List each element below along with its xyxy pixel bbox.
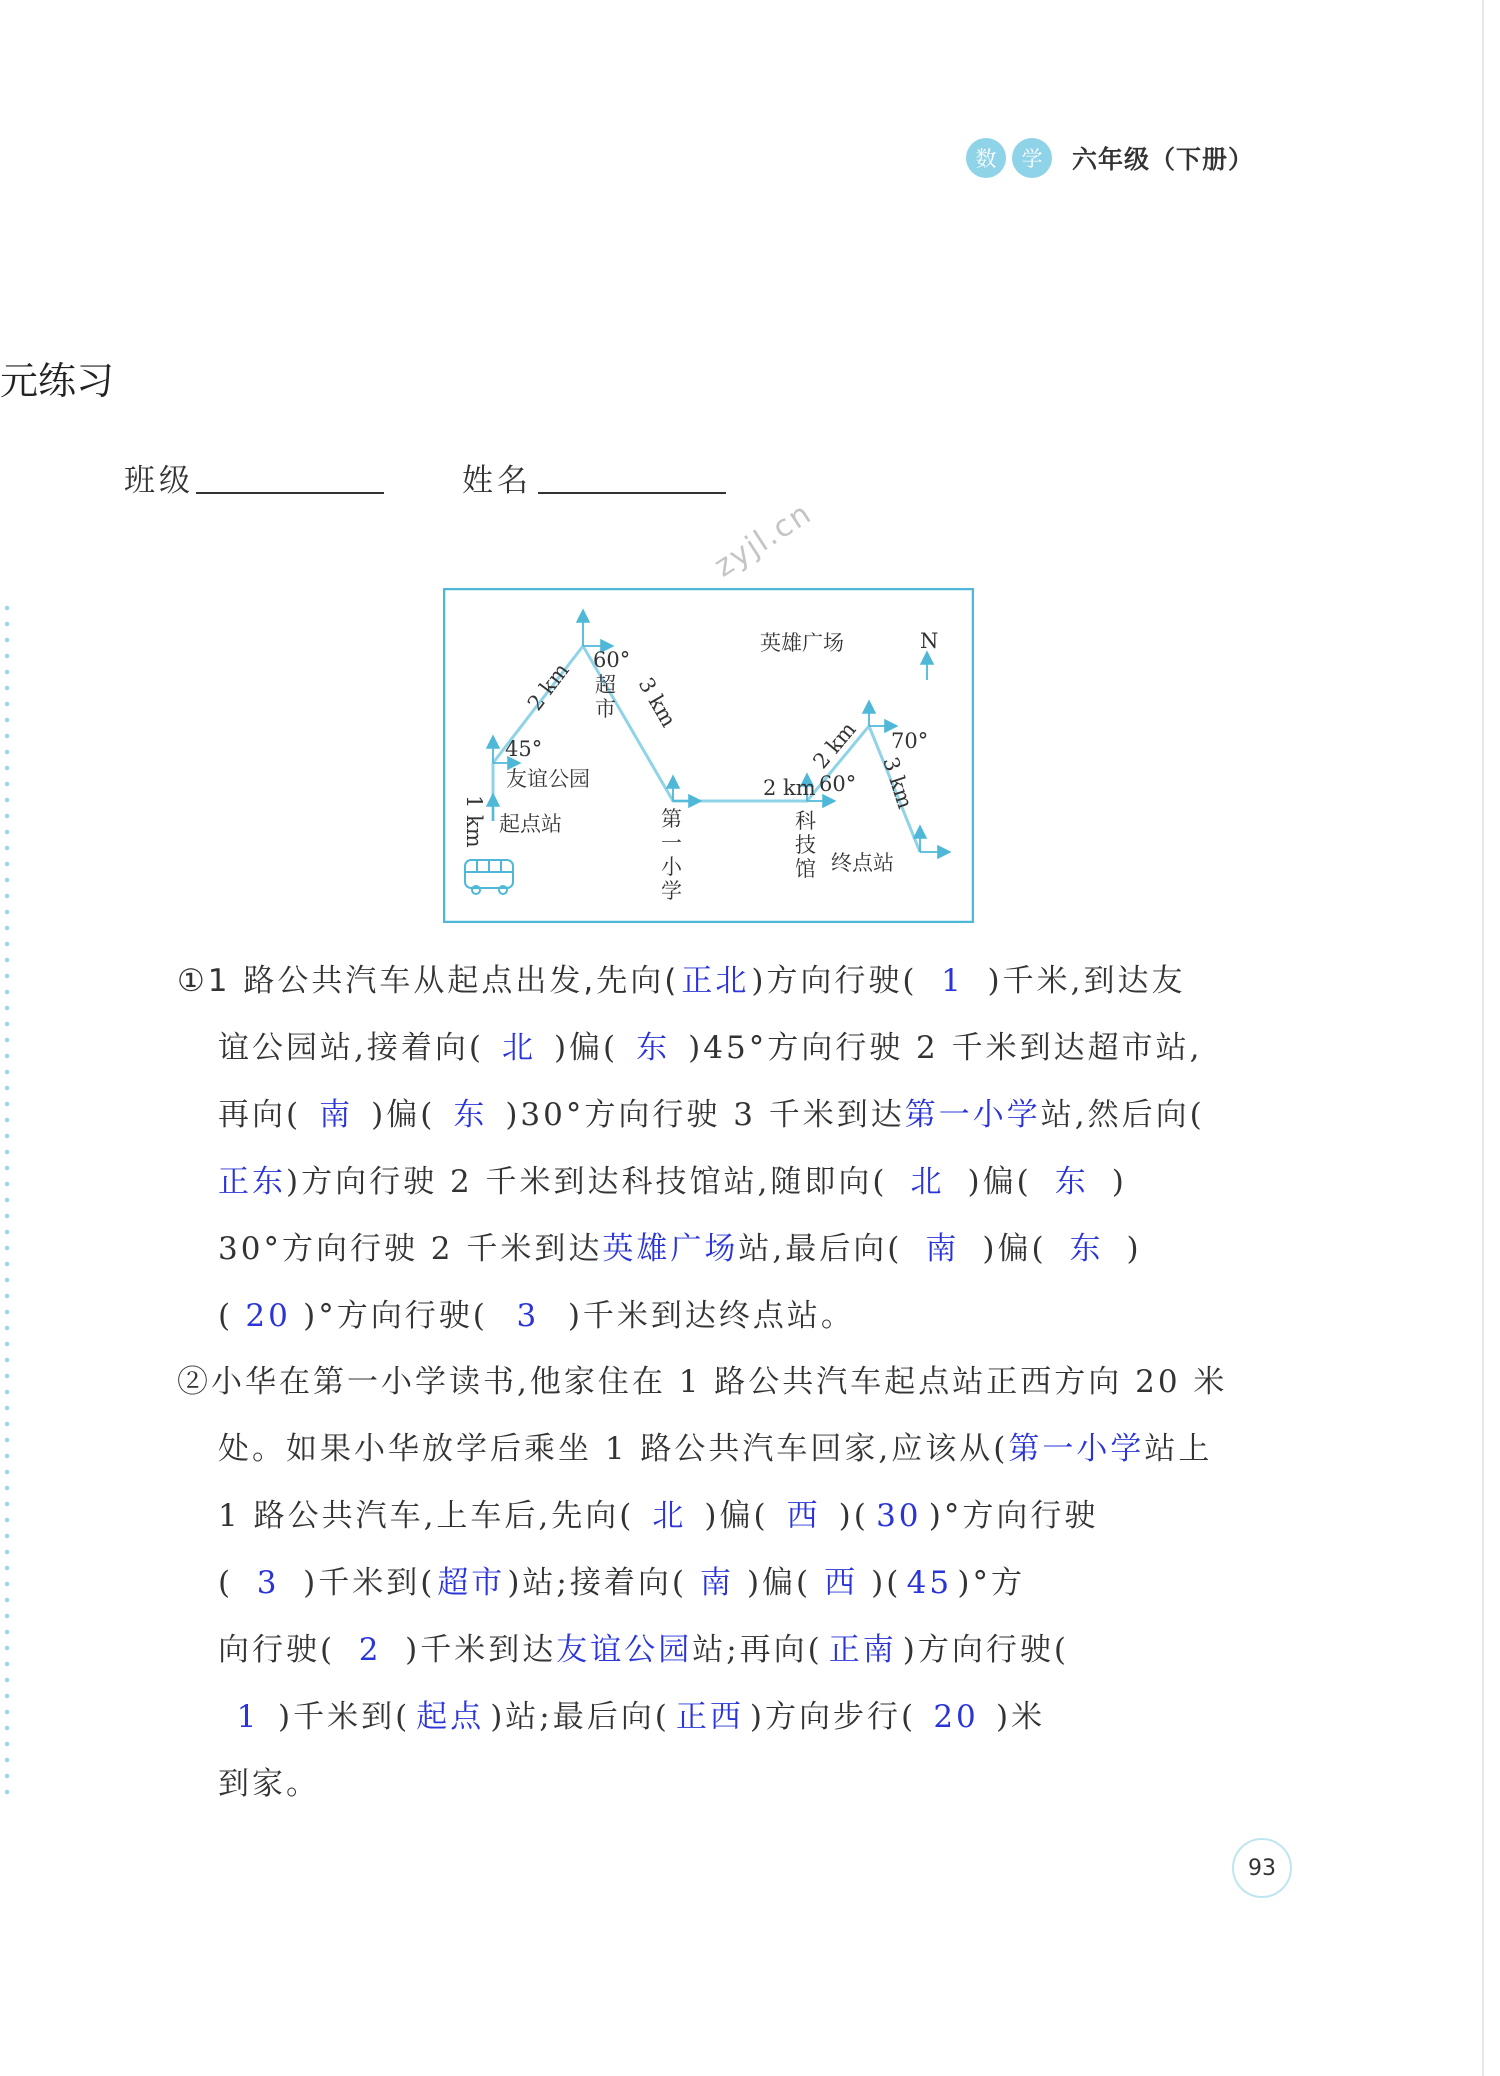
q2-line-3: 1 路公共汽车,上车后,先向( 北 )偏( 西 )( 30 )°方向行驶: [218, 1490, 1098, 1535]
svg-text:学: 学: [661, 879, 682, 903]
answer-blank[interactable]: 正西: [675, 1699, 744, 1735]
route-map-svg: [443, 588, 974, 923]
svg-text:技: 技: [795, 833, 816, 857]
answer-blank[interactable]: 东: [636, 1030, 671, 1066]
north-label: N: [920, 629, 939, 653]
route-map: [443, 588, 974, 923]
svg-text:一: 一: [661, 831, 682, 855]
watermark: zyjl.cn: [708, 495, 819, 585]
dist-park-super: 2 km: [522, 658, 574, 716]
start-label: 起点站: [499, 812, 562, 836]
q1-line-1: ①1 路公共汽车从起点出发,先向(正北)方向行驶( 1 )千米,到达友: [177, 955, 1185, 1000]
svg-text:馆: 馆: [795, 857, 816, 881]
answer-blank[interactable]: 英雄广场: [602, 1231, 739, 1267]
answer-blank[interactable]: 西: [824, 1565, 859, 1601]
page-title: 元练习: [0, 359, 115, 403]
answer-blank[interactable]: 正北: [681, 963, 750, 999]
answer-blank[interactable]: 东: [453, 1097, 488, 1133]
answer-blank[interactable]: 第一小学: [1008, 1431, 1145, 1467]
answer-blank[interactable]: 起点: [416, 1699, 485, 1735]
q1-line-5: 30°方向行驶 2 千米到达英雄广场站,最后向( 南 )偏( 东 ): [218, 1223, 1142, 1268]
supermarket-label: [595, 673, 616, 721]
q2-line-5: 向行驶( 2 )千米到达友谊公园站;再向( 正南 )方向行驶(: [218, 1624, 1069, 1669]
dist-start-park: 1 km: [462, 795, 486, 848]
class-label: 班级: [124, 463, 194, 499]
angle-square: 70°: [891, 729, 929, 753]
answer-blank[interactable]: 45: [906, 1565, 953, 1601]
answer-blank[interactable]: 南: [319, 1097, 354, 1133]
name-label: 姓名: [462, 463, 532, 499]
answer-blank[interactable]: 20: [245, 1298, 291, 1334]
q1-line-4: 正东)方向行驶 2 千米到达科技馆站,随即向( 北 )偏( 东 ): [218, 1156, 1127, 1201]
square-label: 英雄广场: [760, 631, 844, 655]
answer-blank[interactable]: 30: [876, 1498, 922, 1534]
answer-blank[interactable]: 南: [925, 1231, 960, 1267]
answer-blank[interactable]: 南: [699, 1565, 734, 1601]
class-underline: [196, 492, 384, 494]
answer-blank[interactable]: 友谊公园: [556, 1632, 693, 1668]
answer-blank[interactable]: 超市: [437, 1565, 506, 1601]
q1-line-3: 再向( 南 )偏( 东 )30°方向行驶 3 千米到达第一小学站,然后向(: [218, 1089, 1205, 1134]
answer-blank[interactable]: 北: [910, 1164, 945, 1200]
dist-museum-square: 2 km: [808, 717, 861, 774]
museum-label: [795, 809, 816, 881]
answer-blank[interactable]: 北: [652, 1498, 687, 1534]
name-underline: [538, 492, 726, 494]
bus-icon: [465, 860, 513, 894]
q1-line-2: 谊公园站,接着向( 北 )偏( 东 )45°方向行驶 2 千米到达超市站,: [218, 1022, 1202, 1067]
answer-blank[interactable]: 东: [1069, 1231, 1104, 1267]
answer-blank[interactable]: 西: [786, 1498, 821, 1534]
answer-blank[interactable]: 3: [256, 1565, 280, 1601]
svg-text:超: 超: [595, 673, 616, 697]
dist-super-school: 3 km: [633, 673, 681, 732]
page-number: 93: [1232, 1838, 1292, 1898]
q2-line-6: 1 )千米到( 起点 )站;最后向( 正西 )方向步行( 20 )米: [218, 1691, 1045, 1736]
dist-school-museum: 2 km: [763, 776, 816, 800]
binding-dots: [2, 600, 12, 1800]
answer-blank[interactable]: 3: [516, 1298, 540, 1334]
subject-badge-2: 学: [1012, 138, 1052, 178]
answer-blank[interactable]: 2: [358, 1632, 382, 1668]
answer-blank[interactable]: 1: [941, 963, 964, 999]
q2-line-1: ②小华在第一小学读书,他家住在 1 路公共汽车起点站正西方向 20 米: [177, 1364, 1228, 1400]
q1-line-6: ( 20 )°方向行驶( 3 )千米到达终点站。: [218, 1298, 855, 1334]
angle-museum: 60°: [819, 772, 857, 796]
answer-blank[interactable]: 正东: [218, 1164, 286, 1200]
angle-park: 45°: [505, 737, 543, 761]
end-label: 终点站: [831, 851, 894, 875]
angle-super: 60°: [593, 648, 631, 672]
page-edge: [1482, 0, 1484, 2076]
answer-blank[interactable]: 第一小学: [904, 1097, 1041, 1133]
svg-text:小: 小: [661, 855, 682, 879]
q2-line-7: 到家。: [218, 1766, 320, 1802]
school-label: [661, 807, 683, 903]
svg-text:市: 市: [595, 697, 616, 721]
subject-badge-1: 数: [966, 138, 1006, 178]
answer-blank[interactable]: 正南: [828, 1632, 897, 1668]
svg-text:科: 科: [795, 809, 816, 833]
grade-label: 六年级（下册）: [1072, 145, 1255, 174]
answer-blank[interactable]: 1: [236, 1699, 260, 1735]
answer-blank[interactable]: 东: [1054, 1164, 1089, 1200]
svg-text:第: 第: [661, 807, 682, 831]
q2-line-2: 处。如果小华放学后乘坐 1 路公共汽车回家,应该从(第一小学站上: [218, 1431, 1213, 1467]
answer-blank[interactable]: 20: [933, 1699, 979, 1735]
dist-square-end: 3 km: [878, 754, 918, 812]
answer-blank[interactable]: 北: [501, 1030, 536, 1066]
q2-line-4: ( 3 )千米到(超市)站;接着向( 南 )偏( 西 )( 45 )°方: [218, 1557, 1025, 1602]
park-label: 友谊公园: [506, 767, 590, 791]
